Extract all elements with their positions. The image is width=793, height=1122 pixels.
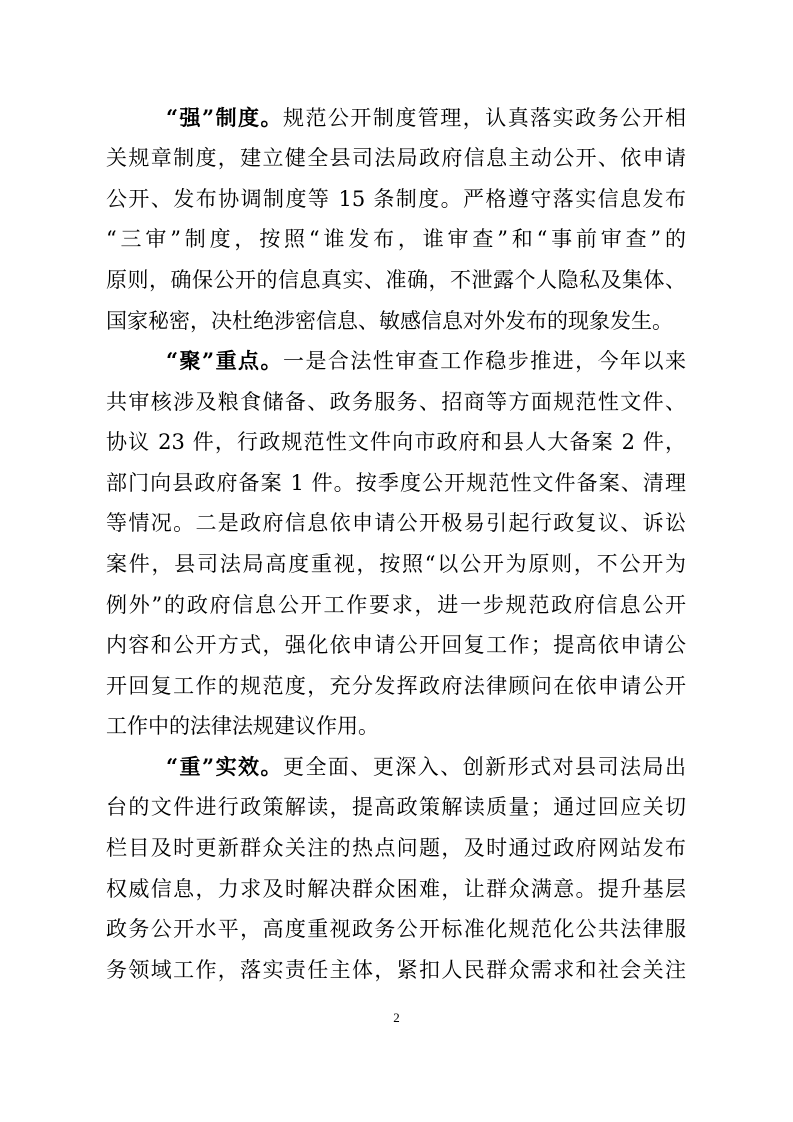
paragraph-3-text: 更全面、更深入、创新形式对县司法局出 [282, 754, 686, 779]
paragraph-1-line-2: 关规章制度，建立健全县司法局政府信息主动公开、依申请 [106, 146, 686, 171]
paragraph-1-line-4: “三审”制度，按照“谁发布，谁审查”和“事前审查”的 [106, 227, 686, 252]
paragraph-2-line-7: 例外”的政府信息公开工作要求，进一步规范政府信息公开 [106, 592, 686, 617]
paragraph-3-heading: “重”实效。 [166, 753, 283, 779]
paragraph-1-line-6: 国家秘密，决杜绝涉密信息、敏感信息对外发布的现象发生。 [106, 308, 673, 333]
paragraph-2-line-2: 共审核涉及粮食储备、政务服务、招商等方面规范性文件、 [106, 389, 686, 414]
page-number: 2 [393, 1010, 400, 1025]
paragraph-2-line-9: 开回复工作的规范度，充分发挥政府法律顾问在依申请公开 [106, 673, 686, 698]
paragraph-3-line-4: 权威信息，力求及时解决群众困难，让群众满意。提升基层 [106, 876, 686, 901]
paragraph-2-heading: “聚”重点。 [166, 348, 283, 374]
paragraph-2-text: 一是合法性审查工作稳步推进，今年以来 [282, 349, 686, 374]
paragraph-2-line-6: 案件，县司法局高度重视，按照“以公开为原则，不公开为 [106, 552, 686, 576]
paragraph-2-line-4: 部门向县政府备案 1 件。按季度公开规范性文件备案、清理 [106, 470, 686, 495]
paragraph-2-line-1 [106, 341, 686, 382]
paragraph-1-line-5: 原则，确保公开的信息真实、准确，不泄露个人隐私及集体、 [106, 268, 686, 292]
paragraph-2-line-5: 等情况。二是政府信息依申请公开极易引起行政复议、诉讼 [106, 511, 686, 536]
paragraph-1-heading: “强”制度。 [166, 104, 283, 130]
paragraph-1-text: 规范公开制度管理，认真落实政务公开相 [282, 105, 686, 130]
paragraph-3-line-1 [106, 747, 686, 788]
paragraph-2-line-8: 内容和公开方式，强化依申请公开回复工作；提高依申请公 [106, 633, 686, 658]
paragraph-3-line-3: 栏目及时更新群众关注的热点问题，及时通过政府网站发布 [106, 836, 686, 860]
paragraph-3-line-6: 务领域工作，落实责任主体，紧扣人民群众需求和社会关注 [106, 957, 686, 982]
paragraph-1-line-3: 公开、发布协调制度等 15 条制度。严格遵守落实信息发布 [106, 186, 686, 211]
paragraph-3-line-2: 台的文件进行政策解读，提高政策解读质量；通过回应关切 [106, 795, 686, 820]
paragraph-2-line-3: 协议 23 件，行政规范性文件向市政府和县人大备案 2 件， [106, 430, 686, 455]
paragraph-2-line-10: 工作中的法律法规建议作用。 [106, 714, 379, 739]
paragraph-1-line-1 [106, 98, 686, 139]
paragraph-3-line-5: 政务公开水平，高度重视政务公开标准化规范化公共法律服 [106, 917, 686, 942]
